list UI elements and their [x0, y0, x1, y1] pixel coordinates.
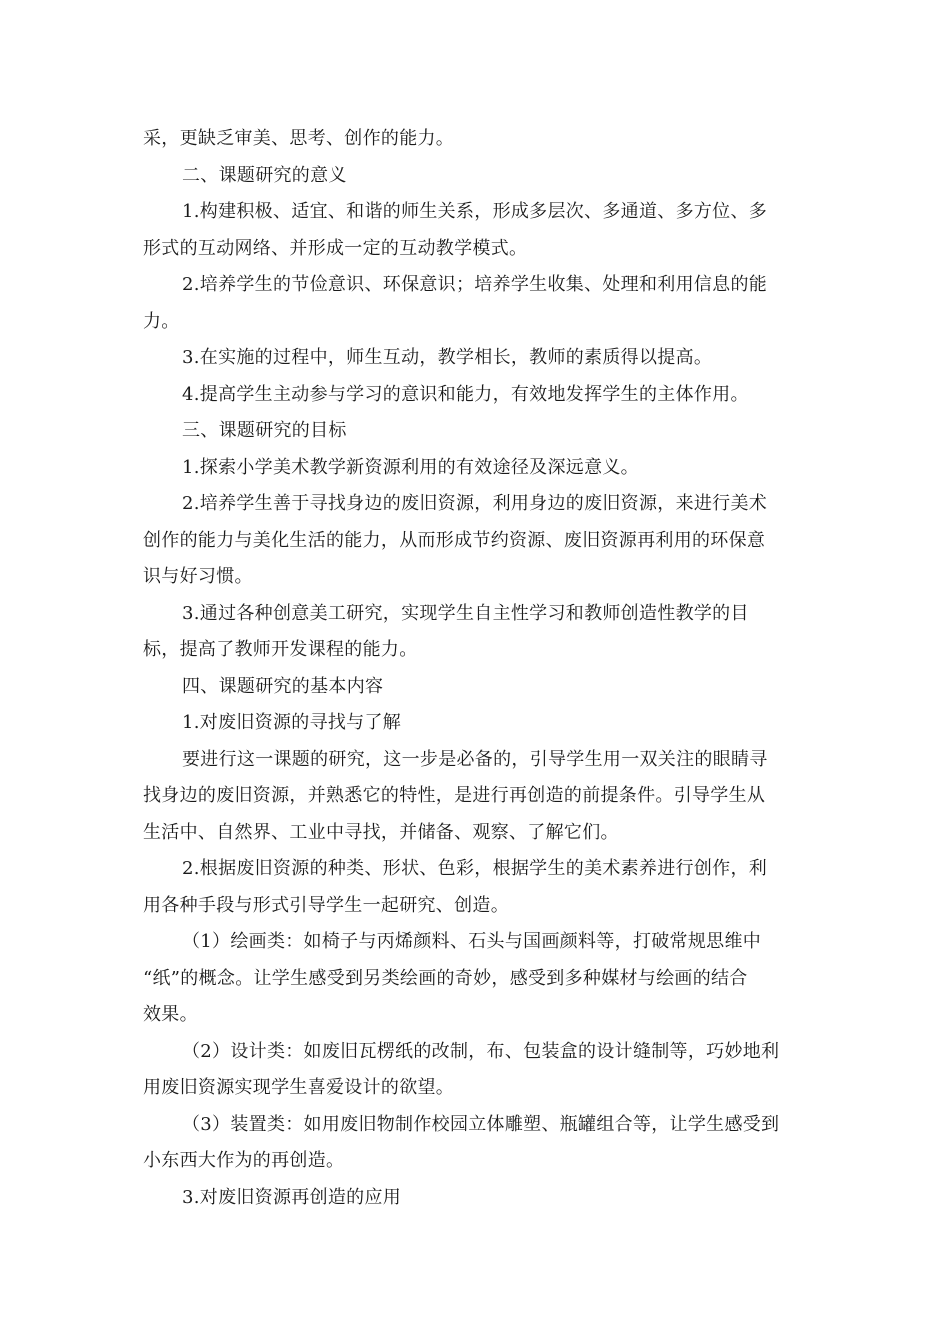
paragraph-line: 4.提高学生主动参与学习的意识和能力，有效地发挥学生的主体作用。 — [182, 384, 749, 405]
section-heading: 三、课题研究的目标 — [182, 420, 347, 441]
paragraph-line: 1.构建积极、适宜、和谐的师生关系，形成多层次、多通道、多方位、多 — [182, 201, 768, 222]
paragraph-line: 生活中、自然界、工业中寻找，并储备、观察、了解它们。 — [143, 822, 619, 843]
paragraph-line: （1）绘画类：如椅子与丙烯颜料、石头与国画颜料等，打破常规思维中 — [182, 931, 762, 952]
paragraph-line: 要进行这一课题的研究，这一步是必备的，引导学生用一双关注的眼睛寻 — [182, 749, 768, 770]
section-heading: 二、课题研究的意义 — [182, 165, 347, 186]
paragraph-line: 用各种手段与形式引导学生一起研究、创造。 — [143, 895, 509, 916]
paragraph-line: 识与好习惯。 — [143, 566, 253, 587]
paragraph-line: 2.培养学生的节俭意识、环保意识；培养学生收集、处理和利用信息的能 — [182, 274, 768, 295]
paragraph-line: 3.在实施的过程中，师生互动，教学相长，教师的素质得以提高。 — [182, 347, 713, 368]
paragraph-line: 2.培养学生善于寻找身边的废旧资源，利用身边的废旧资源，来进行美术 — [182, 493, 768, 514]
paragraph-line: 标，提高了教师开发课程的能力。 — [143, 639, 418, 660]
paragraph-line: 形式的互动网络、并形成一定的互动教学模式。 — [143, 238, 528, 259]
paragraph-line: （2）设计类：如废旧瓦楞纸的改制，布、包装盒的设计缝制等，巧妙地利 — [182, 1041, 780, 1062]
section-heading: 四、课题研究的基本内容 — [182, 676, 384, 697]
paragraph-line: 采，更缺乏审美、思考、创作的能力。 — [143, 128, 455, 149]
paragraph-line: 创作的能力与美化生活的能力，从而形成节约资源、废旧资源再利用的环保意 — [143, 530, 766, 551]
paragraph-line: 用废旧资源实现学生喜爱设计的欲望。 — [143, 1077, 455, 1098]
paragraph-line: 2.根据废旧资源的种类、形状、色彩，根据学生的美术素养进行创作，利 — [182, 858, 768, 879]
paragraph-line: 效果。 — [143, 1004, 198, 1025]
paragraph-line: 找身边的废旧资源，并熟悉它的特性，是进行再创造的前提条件。引导学生从 — [143, 785, 766, 806]
paragraph-line: 1.探索小学美术教学新资源利用的有效途径及深远意义。 — [182, 457, 639, 478]
paragraph-line: 小东西大作为的再创造。 — [143, 1150, 345, 1171]
paragraph-line: 力。 — [143, 311, 180, 332]
subheading: 1.对废旧资源的寻找与了解 — [182, 712, 402, 733]
paragraph-line: （3）装置类：如用废旧物制作校园立体雕塑、瓶罐组合等，让学生感受到 — [182, 1114, 780, 1135]
paragraph-line: “纸”的概念。让学生感受到另类绘画的奇妙，感受到多种媒材与绘画的结合 — [143, 968, 748, 989]
paragraph-line: 3.通过各种创意美工研究，实现学生自主性学习和教师创造性教学的目 — [182, 603, 749, 624]
subheading: 3.对废旧资源再创造的应用 — [182, 1187, 402, 1208]
